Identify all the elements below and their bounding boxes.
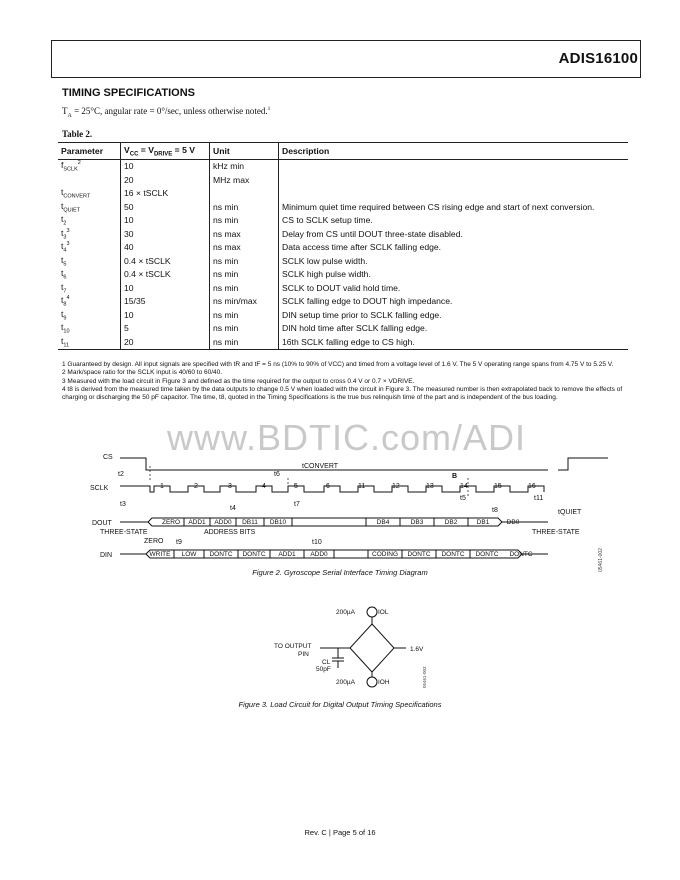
parameter-cell: $t_{CONVERT}$ <box>61 187 91 200</box>
description-cell: 16th SCLK falling edge to CS high. <box>279 335 629 349</box>
footnote-2: 2 Mark/space ratio for the SCLK input is 40/60 to 60/40. <box>62 369 223 377</box>
value-cell: 30 <box>121 227 210 241</box>
figure2-caption: Figure 2. Gyroscope Serial Interface Timing Diagram <box>252 568 428 577</box>
page-footer: Rev. C | Page 5 of 16 <box>304 828 376 837</box>
din-bit: DONTC <box>475 551 499 558</box>
unit-cell: ns min <box>210 214 279 228</box>
t7-label: t7 <box>294 501 300 508</box>
table-row <box>58 173 628 187</box>
header-unit: Unit <box>210 143 279 160</box>
unit-cell: ns min <box>210 200 279 214</box>
parameter-cell <box>58 173 121 187</box>
dout-signal-label: DOUT <box>92 520 112 527</box>
description-cell: SCLK falling edge to DOUT high impedance. <box>279 295 629 309</box>
unit-cell: ns min <box>210 281 279 295</box>
value-cell: 10 <box>121 308 210 322</box>
din-bit: DONTC <box>407 551 431 558</box>
current-source-top: 200µA <box>336 609 355 616</box>
unit-cell: kHz min <box>210 159 279 173</box>
table-row <box>58 214 628 228</box>
unit-cell: MHz max <box>210 173 279 187</box>
t8-label: t8 <box>492 507 498 514</box>
description-cell: CS to SCLK setup time. <box>279 214 629 228</box>
din-bit: ADD1 <box>278 551 296 558</box>
tconvert-label: tCONVERT <box>302 463 339 470</box>
din-bit: DONTC <box>209 551 233 558</box>
unit-cell: ns min <box>210 335 279 349</box>
dout-bit: DB10 <box>269 519 287 526</box>
figure3-code: 05461-003 <box>422 666 427 688</box>
parameter-cell: $t_9$ <box>61 308 67 322</box>
value-cell: 10 <box>121 159 210 173</box>
din-bit: ADD0 <box>310 551 328 558</box>
value-cell: 5 <box>121 322 210 336</box>
sclk-signal-label: SCLK <box>90 485 109 492</box>
t6-label: t6 <box>274 471 280 478</box>
value-cell: 10 <box>121 281 210 295</box>
cs-signal-label: CS <box>103 454 113 461</box>
watermark-text: www.BDTIC.com/ADI <box>167 417 527 458</box>
address-bits-label: ADDRESS BITS <box>204 529 256 536</box>
timing-diagram <box>88 448 608 576</box>
description-cell: Minimum quiet time required between CS rising edge and start of next conversion. <box>279 200 629 214</box>
unit-cell: ns min <box>210 268 279 282</box>
parameter-cell: $t_6$ <box>61 268 67 281</box>
parameter-cell: $t_5$ <box>61 254 67 268</box>
footnote-3: 3 Measured with the load circuit in Figure 3 and defined as the time required for the output to cross 0.4 V or 0.7 × VDRIVE. <box>62 377 415 385</box>
clock-number-1: 1 <box>160 483 164 490</box>
description-cell: Delay from CS until DOUT three-state disabled. <box>279 227 629 241</box>
footnotes <box>62 361 632 402</box>
parameter-cell: $t_{QUIET}$ <box>61 200 81 214</box>
clock-number-11: 11 <box>358 483 366 490</box>
parameter-cell: $t_{10}$ <box>61 322 70 335</box>
voltage-label: 1.6V <box>410 646 424 653</box>
parameter-cell: $t_3^3$ <box>61 227 70 241</box>
clock-number-14: 14 <box>460 483 468 490</box>
table-row <box>58 281 628 295</box>
zero-label: ZERO <box>144 538 164 545</box>
marker-b: B <box>452 473 458 480</box>
unit-cell <box>210 187 279 201</box>
value-cell: 50 <box>121 200 210 214</box>
cap-value: 50pF <box>316 666 331 673</box>
clock-number-2: 2 <box>194 483 198 490</box>
ioh-label: IOH <box>378 679 390 686</box>
parameter-cell: $t_8^4$ <box>61 295 70 308</box>
unit-cell: ns min <box>210 308 279 322</box>
part-number: ADIS16100 <box>558 50 638 67</box>
table-row <box>58 200 628 214</box>
clock-number-6: 6 <box>326 483 330 490</box>
dout-bit: DB3 <box>410 519 424 526</box>
description-cell <box>279 173 629 187</box>
figure3-caption: Figure 3. Load Circuit for Digital Output Timing Specifications <box>238 700 442 709</box>
section-title: TIMING SPECIFICATIONS <box>62 87 196 99</box>
value-cell: 16 × tSCLK <box>121 187 210 201</box>
table-row <box>58 254 628 268</box>
dout-bit: ADD0 <box>214 519 232 526</box>
din-bit: DONTC <box>509 551 533 558</box>
to-output-label: TO OUTPUT <box>274 643 312 650</box>
table-header-row <box>58 143 628 160</box>
clock-number-3: 3 <box>228 483 232 490</box>
clock-number-15: 15 <box>494 483 502 490</box>
t9-label: t9 <box>176 539 182 546</box>
table-row <box>58 295 628 309</box>
tquiet-label: tQUIET <box>558 509 582 516</box>
pin-label: PIN <box>298 651 309 658</box>
iol-label: IOL <box>378 609 389 616</box>
parameter-cell: $t_4^3$ <box>61 241 70 254</box>
table-row <box>58 268 628 282</box>
value-cell: 20 <box>121 335 210 349</box>
value-cell: 15/35 <box>121 295 210 309</box>
din-bit: WRITE <box>149 551 171 558</box>
description-cell <box>279 187 629 201</box>
table-row <box>58 187 628 201</box>
dout-bit: ZERO <box>161 519 181 526</box>
dout-bit: DB4 <box>376 519 390 526</box>
din-signal-label: DIN <box>100 552 113 559</box>
din-bit: DONTC <box>441 551 465 558</box>
table-row <box>58 308 628 322</box>
unit-cell: ns min <box>210 322 279 336</box>
unit-cell: ns min <box>210 254 279 268</box>
unit-cell: ns max <box>210 241 279 255</box>
load-circuit <box>268 598 438 694</box>
table-row <box>58 335 628 349</box>
table-title: Table 2. <box>62 129 93 139</box>
table-row <box>58 241 628 255</box>
three-state-right: THREE-STATE <box>532 529 580 536</box>
parameter-cell: $f_{SCLK}^2$ <box>61 160 81 173</box>
footnote-4: 4 t8 is derived from the measured time taken by the data outputs to change 0.5 V when loaded with the circuit in Figure 3. The measured number is then extrapolated back to remove the effects of charging or discharging the 50 pF capacitor. The time, t8, quoted in the Timing Specifications is the true bus relinquish time of the part and is independent of the bus loading. <box>62 385 623 402</box>
header-vcc: $V_{CC} = V_{DRIVE} = 5$ V <box>121 143 210 160</box>
conditions-text: $T_A = 25^\circ C$, angular rate = 0°/sec, unless otherwise noted.$^1$ <box>62 106 271 119</box>
header-frame <box>51 40 641 78</box>
figure2-code: 05461-002 <box>598 548 604 572</box>
dout-bit: DB2 <box>444 519 458 526</box>
value-cell: 0.4 × tSCLK <box>121 254 210 268</box>
t11-label: t11 <box>534 495 544 502</box>
value-cell: 0.4 × tSCLK <box>121 268 210 282</box>
t2-label: t2 <box>118 471 124 478</box>
dout-bit: DB0 <box>506 519 520 526</box>
header-parameter: Parameter <box>58 143 121 160</box>
unit-cell: ns max <box>210 227 279 241</box>
din-bit: LOW <box>181 551 197 558</box>
clock-number-13: 13 <box>426 483 434 490</box>
dout-bit: ADD1 <box>188 519 206 526</box>
t10-label: t10 <box>312 539 322 546</box>
parameter-cell: $t_7$ <box>61 281 67 295</box>
description-cell: SCLK high pulse width. <box>279 268 629 282</box>
t3-label: t3 <box>120 501 126 508</box>
three-state-left: THREE-STATE <box>100 529 148 536</box>
dout-bit: DB11 <box>242 519 258 526</box>
footnote-1: 1 Guaranteed by design. All input signals are specified with tR and tF = 5 ns (10% to 90% of VCC) and timed from a voltage level of 1.6 V. The 5 V operating range spans from 4.75 V to 5.25 V. <box>62 361 614 368</box>
table-row <box>58 322 628 336</box>
timing-spec-table <box>58 142 628 350</box>
din-bit: DONTC <box>242 551 266 558</box>
table-row <box>58 159 628 173</box>
clock-number-12: 12 <box>392 483 400 490</box>
din-bit: CODING <box>372 551 398 558</box>
header-description: Description <box>279 143 629 160</box>
current-source-bottom: 200µA <box>336 679 355 686</box>
clock-number-16: 16 <box>528 483 536 490</box>
description-cell <box>279 159 629 173</box>
dout-bit: DB1 <box>476 519 490 526</box>
description-cell: SCLK low pulse width. <box>279 254 629 268</box>
clock-number-4: 4 <box>262 483 266 490</box>
t5-label: t5 <box>460 495 466 502</box>
table-row <box>58 227 628 241</box>
value-cell: 40 <box>121 241 210 255</box>
cl-label: CL <box>322 659 331 666</box>
unit-cell: ns min/max <box>210 295 279 309</box>
description-cell: DIN setup time prior to SCLK falling edge. <box>279 308 629 322</box>
parameter-cell: $t_{11}$ <box>58 335 121 349</box>
value-cell: 10 <box>121 214 210 228</box>
parameter-cell: $t_2$ <box>61 214 67 227</box>
t4-label: t4 <box>230 505 236 512</box>
description-cell: Data access time after SCLK falling edge. <box>279 241 629 255</box>
description-cell: SCLK to DOUT valid hold time. <box>279 281 629 295</box>
description-cell: DIN hold time after SCLK falling edge. <box>279 322 629 336</box>
clock-number-5: 5 <box>294 483 298 490</box>
value-cell: 20 <box>121 173 210 187</box>
